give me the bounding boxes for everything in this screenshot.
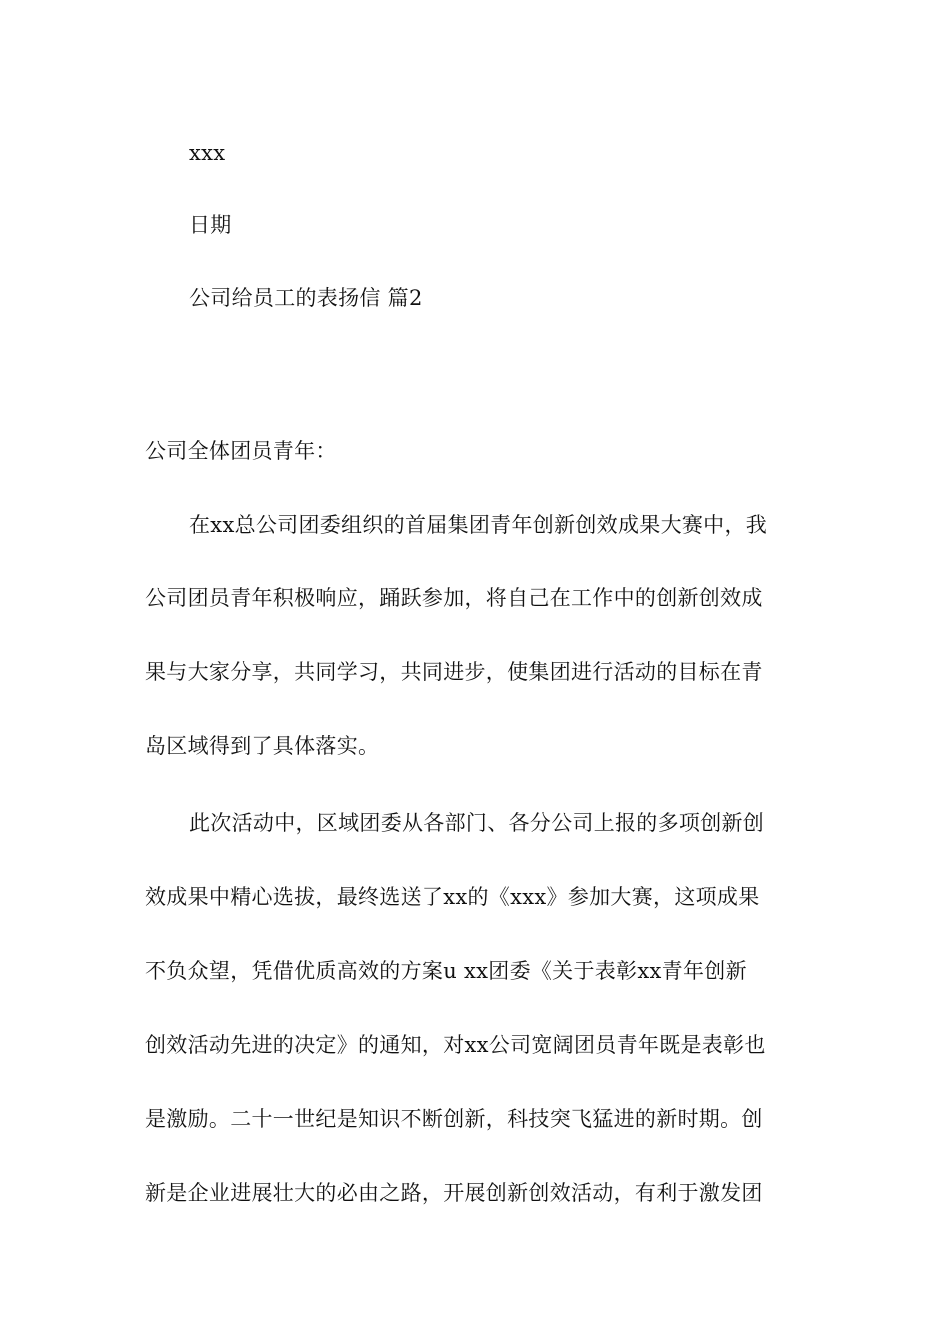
- paragraph-line: 在xx总公司团委组织的首届集团青年创新创效成果大赛中，我: [189, 513, 768, 537]
- paragraph-line: 是激励。二十一世纪是知识不断创新，科技突飞猛进的新时期。创: [145, 1107, 763, 1131]
- paragraph-line: 此次活动中，区域团委从各部门、各分公司上报的多项创新创: [189, 811, 765, 835]
- paragraph-line: 效成果中精心选拔，最终选送了xx的《xxx》参加大赛，这项成果: [145, 885, 760, 909]
- salutation: 公司全体团员青年：: [145, 439, 337, 463]
- date-label: 日期: [189, 213, 232, 237]
- paragraph-line: 新是企业进展壮大的必由之路，开展创新创效活动，有利于激发团: [145, 1181, 763, 1205]
- paragraph-line: 岛区域得到了具体落实。: [145, 734, 380, 758]
- paragraph-line: 公司团员青年积极响应，踊跃参加，将自己在工作中的创新创效成: [145, 586, 763, 610]
- paragraph-line: 创效活动先进的决定》的通知，对xx公司宽阔团员青年既是表彰也: [145, 1033, 766, 1057]
- signature: xxx: [189, 141, 226, 165]
- paragraph-line: 不负众望，凭借优质高效的方案u xx团委《关于表彰xx青年创新: [145, 959, 747, 983]
- section-title: 公司给员工的表扬信 篇2: [189, 286, 423, 310]
- paragraph-line: 果与大家分享，共同学习，共同进步，使集团进行活动的目标在青: [145, 660, 763, 684]
